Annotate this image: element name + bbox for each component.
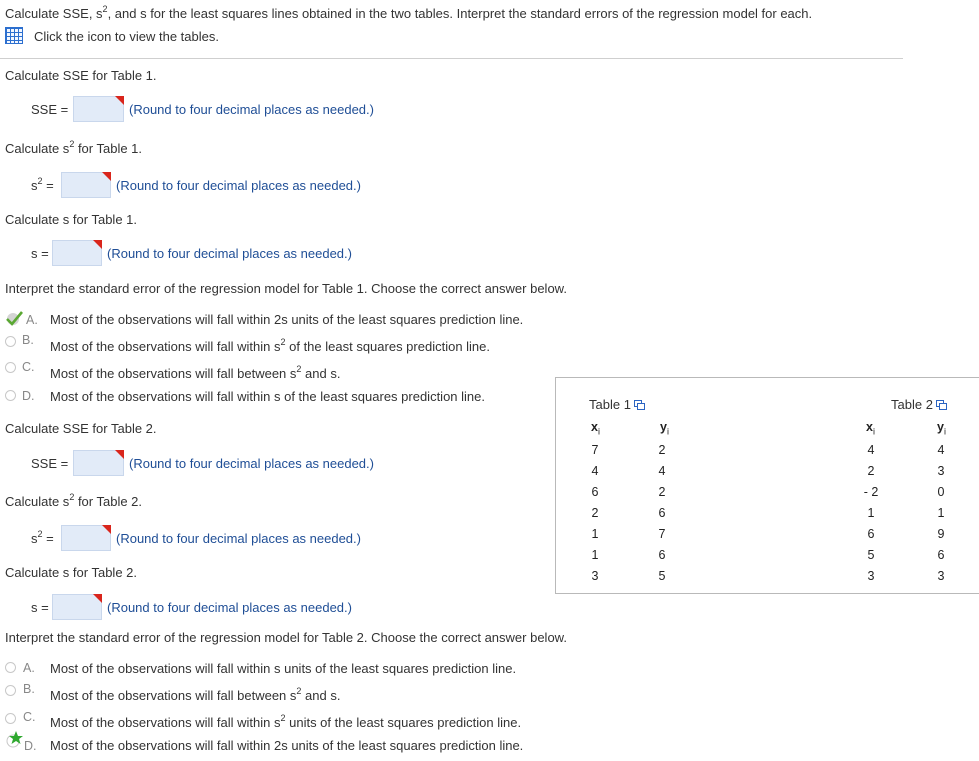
t1-option-d-radio[interactable] xyxy=(5,390,16,401)
s2-prompt: Calculate s for Table 2. xyxy=(5,565,137,580)
t1-option-d[interactable]: Most of the observations will fall within s of the least squares prediction line. xyxy=(50,389,485,404)
table2-y-cell: 3 xyxy=(937,569,945,583)
table1-y-cell: 5 xyxy=(658,569,666,583)
sse1-hint: (Round to four decimal places as needed.) xyxy=(129,102,374,117)
table2-y-cell: 6 xyxy=(937,548,945,562)
interpret1-prompt: Interpret the standard error of the regression model for Table 1. Choose the correct answer below. xyxy=(5,281,567,296)
s2-2-prompt: Calculate $s^2$ for Table 2. xyxy=(5,492,143,509)
flag-icon xyxy=(102,525,111,534)
table1-x-cell: 3 xyxy=(591,569,599,583)
copy-icon[interactable] xyxy=(936,400,947,410)
s2-2-label: $s^2$ = xyxy=(31,529,54,546)
s2-label: s = xyxy=(31,600,49,615)
table1-y-cell: 4 xyxy=(658,464,666,478)
table1-x-cell: 1 xyxy=(591,548,599,562)
table1-y-cell: 2 xyxy=(658,443,666,457)
checkmark-icon xyxy=(4,309,24,327)
t1-option-a[interactable]: Most of the observations will fall within 2s units of the least squares prediction line. xyxy=(50,312,524,327)
table2-y-cell: 3 xyxy=(937,464,945,478)
table1-y-header: $y_i$ xyxy=(660,420,669,437)
s1-input[interactable] xyxy=(52,240,102,266)
table2-y-cell: 1 xyxy=(937,506,945,520)
table1-y-cell: 7 xyxy=(658,527,666,541)
table2-title: Table 2 xyxy=(891,397,947,412)
s1-label: s = xyxy=(31,246,49,261)
t2-option-b-letter: B. xyxy=(23,682,35,696)
table2-y-header: $y_i$ xyxy=(937,420,946,437)
t1-option-a-letter: A. xyxy=(26,313,38,327)
t1-option-c-radio[interactable] xyxy=(5,362,16,373)
table1-title: Table 1 xyxy=(589,397,645,412)
question-text: Calculate SSE, $s^2$, and s for the least squares lines obtained in the two tables. Interpret the standard errors of the regression model for each. xyxy=(5,4,813,21)
sse2-prompt: Calculate SSE for Table 2. xyxy=(5,421,157,436)
table2-x-cell: 5 xyxy=(867,548,875,562)
sse1-label: SSE = xyxy=(31,102,69,117)
t2-option-a[interactable]: Most of the observations will fall within s units of the least squares prediction line. xyxy=(50,661,517,676)
table2-x-cell: 1 xyxy=(867,506,875,520)
t1-option-b-letter: B. xyxy=(22,333,34,347)
t2-option-b[interactable]: Most of the observations will fall between $s^2$ and s. xyxy=(50,686,341,703)
star-icon xyxy=(4,730,24,750)
table1-y-cell: 2 xyxy=(658,485,666,499)
flag-icon xyxy=(93,594,102,603)
s1-hint: (Round to four decimal places as needed.) xyxy=(107,246,352,261)
table1-x-cell: 6 xyxy=(591,485,599,499)
table2-x-cell: 2 xyxy=(867,464,875,478)
flag-icon xyxy=(115,450,124,459)
t2-option-d-letter: D. xyxy=(24,739,37,753)
table1-x-cell: 7 xyxy=(591,443,599,457)
flag-icon xyxy=(115,96,124,105)
sse2-input[interactable] xyxy=(73,450,124,476)
table1-y-cell: 6 xyxy=(658,548,666,562)
table2-x-cell: 6 xyxy=(867,527,875,541)
sse1-input[interactable] xyxy=(73,96,124,122)
t2-option-d[interactable]: Most of the observations will fall within 2s units of the least squares prediction line. xyxy=(50,738,524,753)
s2-input[interactable] xyxy=(52,594,102,620)
t1-option-c[interactable]: Most of the observations will fall between $s^2$ and s. xyxy=(50,364,341,381)
t1-option-d-letter: D. xyxy=(22,389,35,403)
table2-x-cell: - 2 xyxy=(863,485,879,499)
flag-icon xyxy=(93,240,102,249)
flag-icon xyxy=(102,172,111,181)
t2-option-c[interactable]: Most of the observations will fall within $s^2$ units of the least squares prediction line. xyxy=(50,713,522,730)
table2-y-cell: 4 xyxy=(937,443,945,457)
s2-2-hint: (Round to four decimal places as needed.) xyxy=(116,531,361,546)
table2-x-cell: 4 xyxy=(867,443,875,457)
s2-1-hint: (Round to four decimal places as needed.) xyxy=(116,178,361,193)
table1-x-header: $x_i$ xyxy=(591,420,600,437)
tables-panel xyxy=(555,377,979,594)
s2-2-input[interactable] xyxy=(61,525,111,551)
t2-option-c-letter: C. xyxy=(23,710,36,724)
t1-option-b-radio[interactable] xyxy=(5,336,16,347)
s2-1-prompt: Calculate $s^2$ for Table 1. xyxy=(5,139,143,156)
t2-option-a-letter: A. xyxy=(23,661,35,675)
t1-option-b[interactable]: Most of the observations will fall within $s^2$ of the least squares prediction line. xyxy=(50,337,491,354)
table2-x-header: $x_i$ xyxy=(866,420,875,437)
sse2-hint: (Round to four decimal places as needed.) xyxy=(129,456,374,471)
sse2-label: SSE = xyxy=(31,456,69,471)
s2-1-input[interactable] xyxy=(61,172,111,198)
table1-x-cell: 2 xyxy=(591,506,599,520)
t1-option-c-letter: C. xyxy=(22,360,35,374)
interpret2-prompt: Interpret the standard error of the regression model for Table 2. Choose the correct answer below. xyxy=(5,630,567,645)
t2-option-c-radio[interactable] xyxy=(5,713,16,724)
table1-x-cell: 4 xyxy=(591,464,599,478)
sse1-prompt: Calculate SSE for Table 1. xyxy=(5,68,157,83)
t2-option-b-radio[interactable] xyxy=(5,685,16,696)
table2-y-cell: 0 xyxy=(937,485,945,499)
copy-icon[interactable] xyxy=(634,400,645,410)
table1-y-cell: 6 xyxy=(658,506,666,520)
table2-x-cell: 3 xyxy=(867,569,875,583)
s2-1-label: $s^2$ = xyxy=(31,176,54,193)
table2-y-cell: 9 xyxy=(937,527,945,541)
s2-hint: (Round to four decimal places as needed.) xyxy=(107,600,352,615)
table-grid-icon[interactable] xyxy=(5,27,23,44)
divider xyxy=(0,58,903,59)
table1-x-cell: 1 xyxy=(591,527,599,541)
t2-option-a-radio[interactable] xyxy=(5,662,16,673)
view-tables-link[interactable]: Click the icon to view the tables. xyxy=(34,29,219,44)
s1-prompt: Calculate s for Table 1. xyxy=(5,212,137,227)
